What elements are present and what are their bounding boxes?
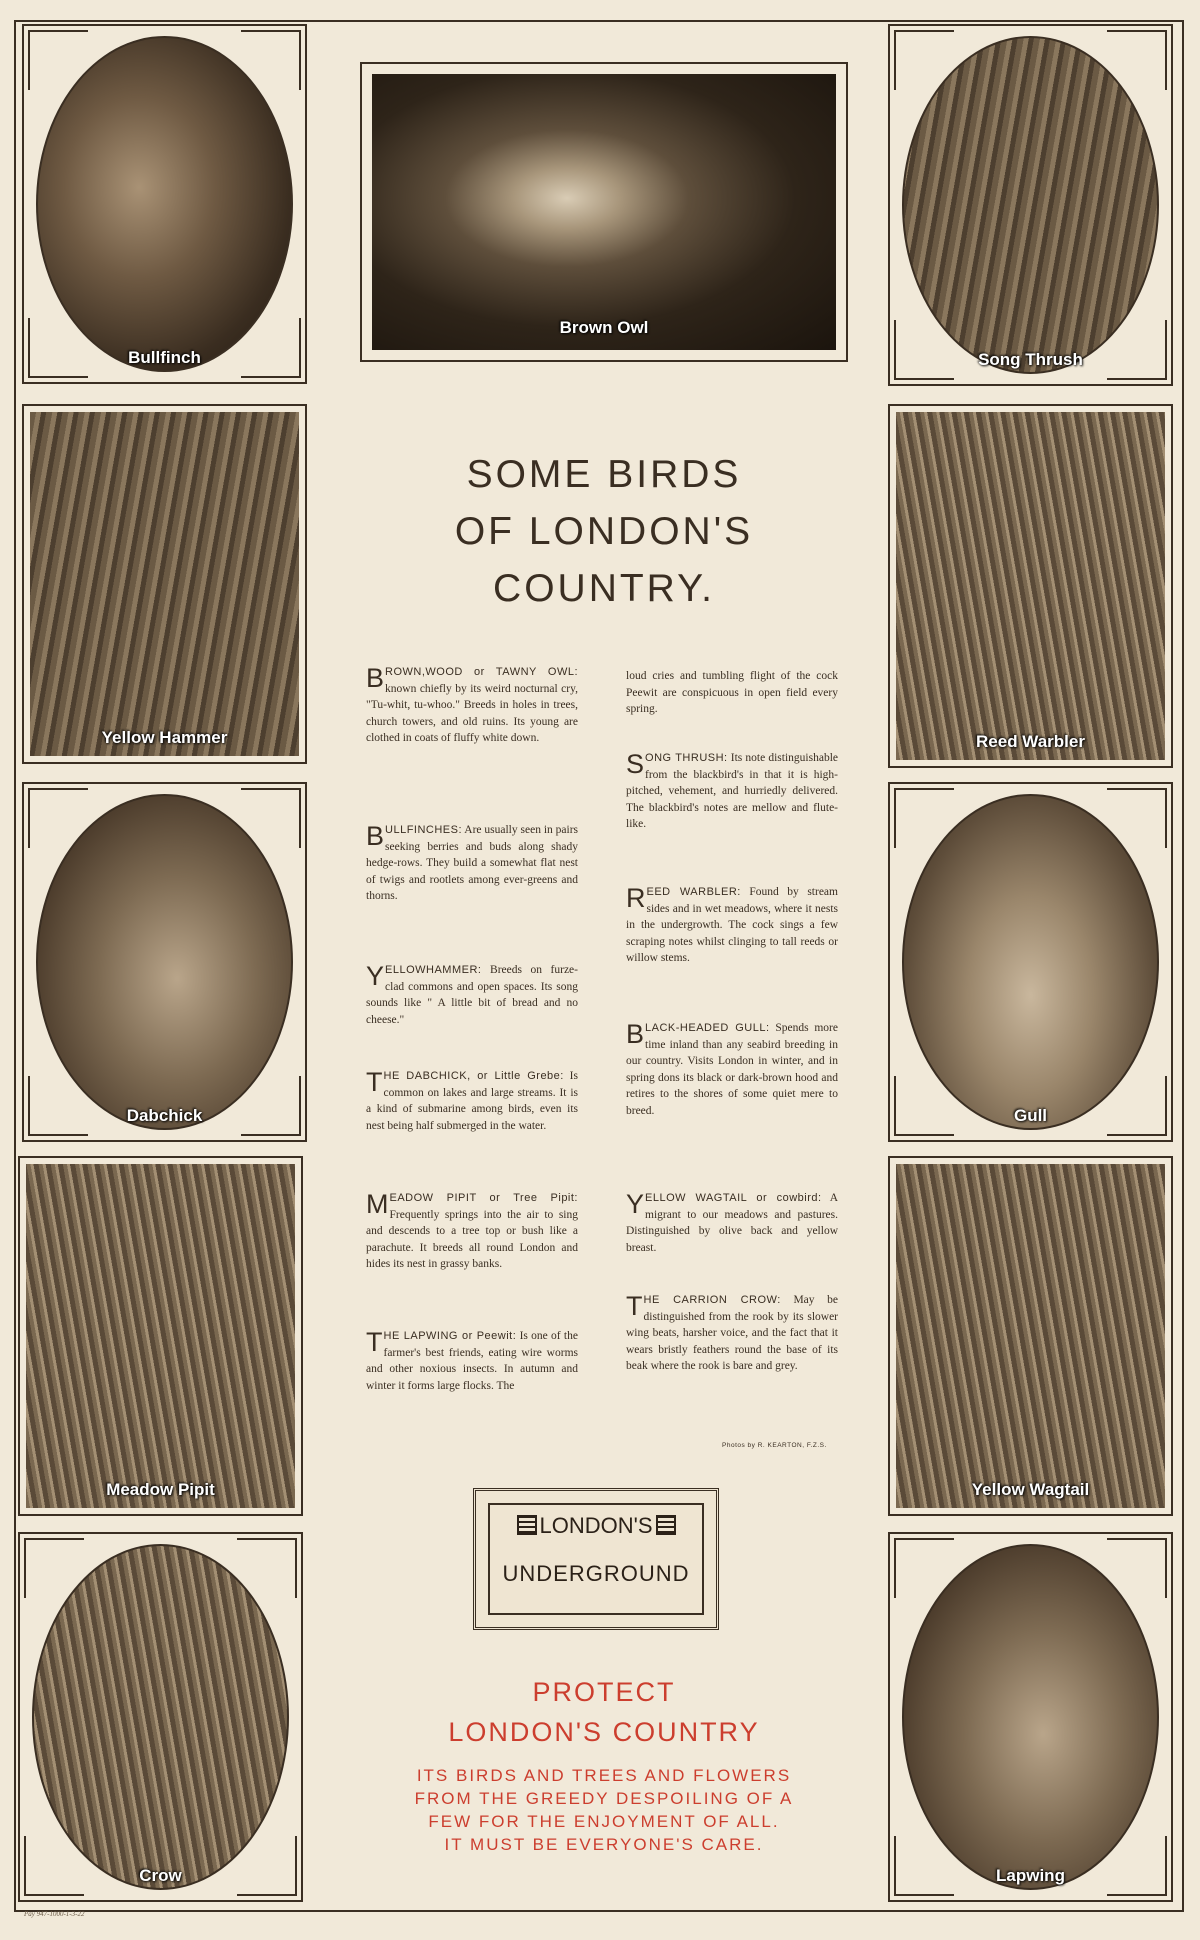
paragraph-owl (366, 664, 578, 747)
frame-corner (28, 30, 88, 90)
paragraph-lead: LACK-HEADED GULL: (645, 1022, 770, 1034)
underground-logo (473, 1488, 719, 1630)
paragraph-body: Spends more time inland than any seabird breeding in our country. Visits London in winter, and in spring dons its black or dark-brown hood and retires to the shores of some quiet mere to breed. (626, 1022, 838, 1117)
crest-icon (656, 1515, 676, 1535)
frame-corner (28, 788, 88, 848)
photo-caption: Meadow Pipit (106, 1480, 215, 1499)
photo-crow (18, 1532, 303, 1902)
photo-caption: Reed Warbler (976, 732, 1085, 751)
frame-corner (241, 788, 301, 848)
logo-line-2: UNDERGROUND (502, 1561, 690, 1586)
photo-caption: Song Thrush (978, 350, 1083, 369)
paragraph-body: Are usually seen in pairs seeking berries and buds along shady hedge-rows. They build a somewhat flat nest of twigs and rootlets among ever-greens and thorns. (366, 824, 578, 903)
dropcap: S (626, 749, 645, 779)
paragraph-gull (626, 1020, 838, 1120)
poster-title (360, 446, 848, 617)
dropcap: Y (626, 1189, 645, 1219)
frame-corner (1107, 30, 1167, 90)
frame-corner (241, 30, 301, 90)
dropcap: T (366, 1067, 383, 1097)
photo-brown-owl (360, 62, 848, 362)
dropcap: Y (366, 961, 385, 991)
paragraph-song-thrush (626, 750, 838, 833)
paragraph-body: Its note distinguishable from the blackbird's in that it is high-pitched, vehement, and hurriedly delivered. The blackbird's notes are mellow and flute-like. (626, 752, 839, 831)
paragraph-body: loud cries and tumbling flight of the cock Peewit are conspicuous in open field every spring. (626, 670, 838, 716)
paragraph-lapwing (366, 1328, 578, 1394)
paragraph-bullfinch (366, 822, 578, 905)
paragraph-lead: ROWN,WOOD or TAWNY OWL: (385, 666, 578, 678)
dropcap: T (626, 1291, 643, 1321)
dropcap: B (626, 1019, 645, 1049)
photo-credit: Photos by R. KEARTON, F.Z.S. (722, 1442, 827, 1449)
photo-yellow-hammer (22, 404, 307, 764)
logo-text: LONDON'S (539, 1513, 653, 1538)
logo-line-1 (476, 1513, 716, 1539)
paragraph-body: known chiefly by its weird nocturnal cry, "Tu-whit, tu-whoo." Breeds in holes in trees, church towers, and old ruins. Its young are clothed in coats of fluffy white down. (366, 682, 578, 745)
paragraph-lead: ONG THRUSH: (645, 752, 728, 764)
photo-meadow-pipit (18, 1156, 303, 1516)
paragraph-reed-warbler (626, 884, 838, 967)
paragraph-body: A migrant to our meadows and pastures. Distinguished by olive back and yellow breast. (626, 1192, 839, 1254)
yellow-wagtail-image (896, 1164, 1165, 1508)
dropcap: B (366, 663, 385, 693)
protect-line: ITS BIRDS AND TREES AND FLOWERS (416, 1766, 792, 1785)
frame-corner (894, 788, 954, 848)
photo-yellow-wagtail (888, 1156, 1173, 1516)
photo-caption: Gull (1013, 1106, 1048, 1125)
paragraph-carrion-crow (626, 1292, 838, 1375)
protect-body (360, 1764, 848, 1856)
paragraph-lead: HE LAPWING or Peewit: (383, 1330, 517, 1342)
protect-line: FEW FOR THE ENJOYMENT OF ALL. (428, 1812, 780, 1831)
photo-bullfinch (22, 24, 307, 384)
printer-mark: Pay 947-1000-1-3-22 (24, 1910, 85, 1918)
paragraph-body: Found by stream sides and in wet meadows, where it nests in the undergrowth. The cock sings a few scraping notes whilst clinging to tall reeds or willow stems. (626, 886, 838, 965)
yellow-hammer-image (30, 412, 299, 756)
paragraph-meadow-pipit (366, 1190, 578, 1273)
photo-song-thrush (888, 24, 1173, 386)
photo-caption: Dabchick (126, 1106, 203, 1125)
paragraph-body: Breeds on furze-clad commons and open spaces. Its song sounds like " A little bit of bread and no cheese." (366, 964, 578, 1026)
dropcap: T (366, 1327, 383, 1357)
photo-gull (888, 782, 1173, 1142)
title-line: COUNTRY. (493, 567, 715, 610)
paragraph-lapwing-continued (626, 668, 838, 718)
paragraph-lead: ELLOW WAGTAIL or cowbird: (645, 1192, 822, 1204)
frame-corner (24, 1538, 84, 1598)
meadow-pipit-image (26, 1164, 295, 1508)
photo-dabchick (22, 782, 307, 1142)
frame-corner (894, 1538, 954, 1598)
title-line: OF LONDON'S (454, 510, 754, 553)
photo-caption: Yellow Wagtail (971, 1480, 1090, 1499)
crest-icon (517, 1515, 537, 1535)
protect-line: IT MUST BE EVERYONE'S CARE. (444, 1835, 764, 1854)
protect-heading: PROTECT (532, 1677, 676, 1707)
paragraph-dabchick (366, 1068, 578, 1134)
photo-caption: Yellow Hammer (101, 728, 228, 747)
photo-caption: Bullfinch (128, 348, 201, 367)
frame-corner (1107, 1538, 1167, 1598)
owl-caption: Brown Owl (559, 318, 649, 337)
frame-corner (237, 1538, 297, 1598)
paragraph-lead: HE CARRION CROW: (643, 1294, 781, 1306)
photo-lapwing (888, 1532, 1173, 1902)
photo-caption: Lapwing (996, 1866, 1065, 1885)
reed-warbler-image (896, 412, 1165, 760)
dropcap: B (366, 821, 385, 851)
paragraph-body: Frequently springs into the air to sing and descends to a tree top or bush like a parachute. It breeds all round London and hides its nest in grassy banks. (366, 1208, 578, 1271)
paragraph-yellowhammer (366, 962, 578, 1028)
photo-caption: Crow (139, 1866, 182, 1885)
paragraph-lead: ELLOWHAMMER: (385, 964, 482, 976)
frame-corner (1107, 788, 1167, 848)
paragraph-yellow-wagtail (626, 1190, 838, 1256)
brown-owl-image (372, 74, 836, 350)
frame-corner (894, 30, 954, 90)
protect-message (360, 1672, 848, 1856)
paragraph-body: Is one of the farmer's best friends, eating wire worms and other noxious insects. In autumn and winter it forms large flocks. The (366, 1330, 578, 1392)
dropcap: M (366, 1189, 389, 1219)
photo-reed-warbler (888, 404, 1173, 768)
paragraph-body: May be distinguished from the rook by its slower wing beats, harsher voice, and the fact that it wears bristly feathers round the base of its beak where the rook is bare and grey. (626, 1294, 838, 1373)
title-line: SOME BIRDS (466, 453, 742, 496)
paragraph-body: Is common on lakes and large streams. It is a kind of submarine among birds, even its nest being half submerged in the water. (366, 1070, 578, 1132)
paragraph-lead: HE DABCHICK, or Little Grebe: (383, 1070, 564, 1082)
protect-subheading: LONDON'S COUNTRY (448, 1717, 760, 1747)
protect-line: FROM THE GREEDY DESPOILING OF A (414, 1789, 794, 1808)
dropcap: R (626, 883, 646, 913)
paragraph-lead: EADOW PIPIT or Tree Pipit: (389, 1192, 578, 1204)
paragraph-lead: EED WARBLER: (646, 886, 741, 898)
paragraph-lead: ULLFINCHES: (385, 824, 463, 836)
